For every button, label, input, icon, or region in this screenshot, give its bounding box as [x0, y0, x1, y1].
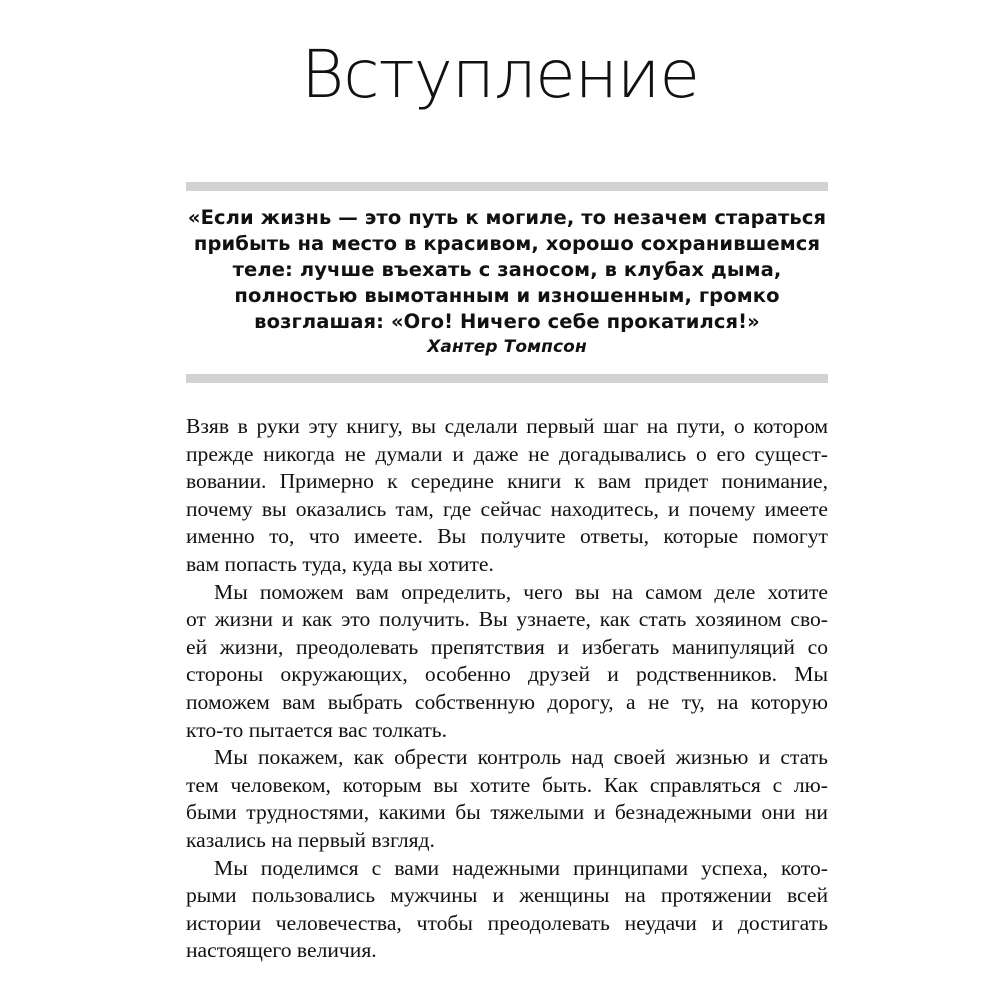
text-line: казались на первый взгляд. [186, 827, 435, 852]
text-line: Взяв в руки эту книгу, вы сделали первый шаг на пути, о котором [186, 414, 828, 438]
epigraph-line: возглашая: «Ого! Ничего себе прокатился!» [254, 310, 760, 333]
text-line: Мы поделимся с вами надежными принципами успеха, кото- [214, 855, 828, 880]
text-line: почему вы оказались там, где сейчас находитесь, и почему имеете [186, 496, 828, 521]
text-line: ей жизни, преодолевать препятствия и избегать манипуляций со [186, 634, 828, 659]
epigraph-top-rule [186, 182, 828, 191]
text-line: прежде никогда не думали и даже не догадывались о его сущест- [186, 441, 828, 466]
epigraph-line: теле: лучше въехать с заносом, в клубах дыма, [232, 258, 782, 281]
text-line: от жизни и как это получить. Вы узнаете, как стать хозяином сво- [186, 607, 828, 632]
epigraph-line: полностью вымотанным и изношенным, громко [234, 284, 780, 307]
chapter-title: Вступление [301, 36, 699, 113]
text-line: тем человеком, которым вы хотите быть. Как справляться с лю- [186, 772, 828, 797]
text-line: поможем вам выбрать собственную дорогу, а не ту, на которую [186, 689, 828, 714]
text-line: истории человечества, чтобы преодолевать неудачи и достигать [186, 910, 828, 935]
text-line: Мы покажем, как обрести контроль над своей жизнью и стать [214, 745, 828, 770]
epigraph-author: Хантер Томпсон [427, 337, 587, 357]
text-line: кто-то пытается вас толкать. [186, 717, 448, 742]
epigraph-quote [186, 205, 828, 359]
text-line: вам попасть туда, куда вы хотите. [186, 551, 494, 576]
text-line: стороны окружающих, особенно друзей и родственников. Мы [186, 662, 828, 687]
text-line: быми трудностями, какими бы тяжелыми и безнадежными они ни [186, 800, 828, 825]
text-line: вовании. Примерно к середине книги к вам придет понимание, [186, 469, 828, 494]
text-line: именно то, что имеете. Вы получите ответы, которые помогут [186, 524, 828, 549]
text-line: настоящего величия. [186, 938, 377, 963]
text-line: Мы поможем вам определить, чего вы на самом деле хотите [214, 579, 828, 604]
text-line: рыми пользовались мужчины и женщины на протяжении всей [186, 883, 828, 908]
body-text [186, 413, 828, 965]
epigraph-line: «Если жизнь — это путь к могиле, то незачем стараться [187, 206, 827, 229]
epigraph-bottom-rule [186, 374, 828, 383]
epigraph-line: прибыть на место в красивом, хорошо сохранившемся [193, 232, 821, 255]
